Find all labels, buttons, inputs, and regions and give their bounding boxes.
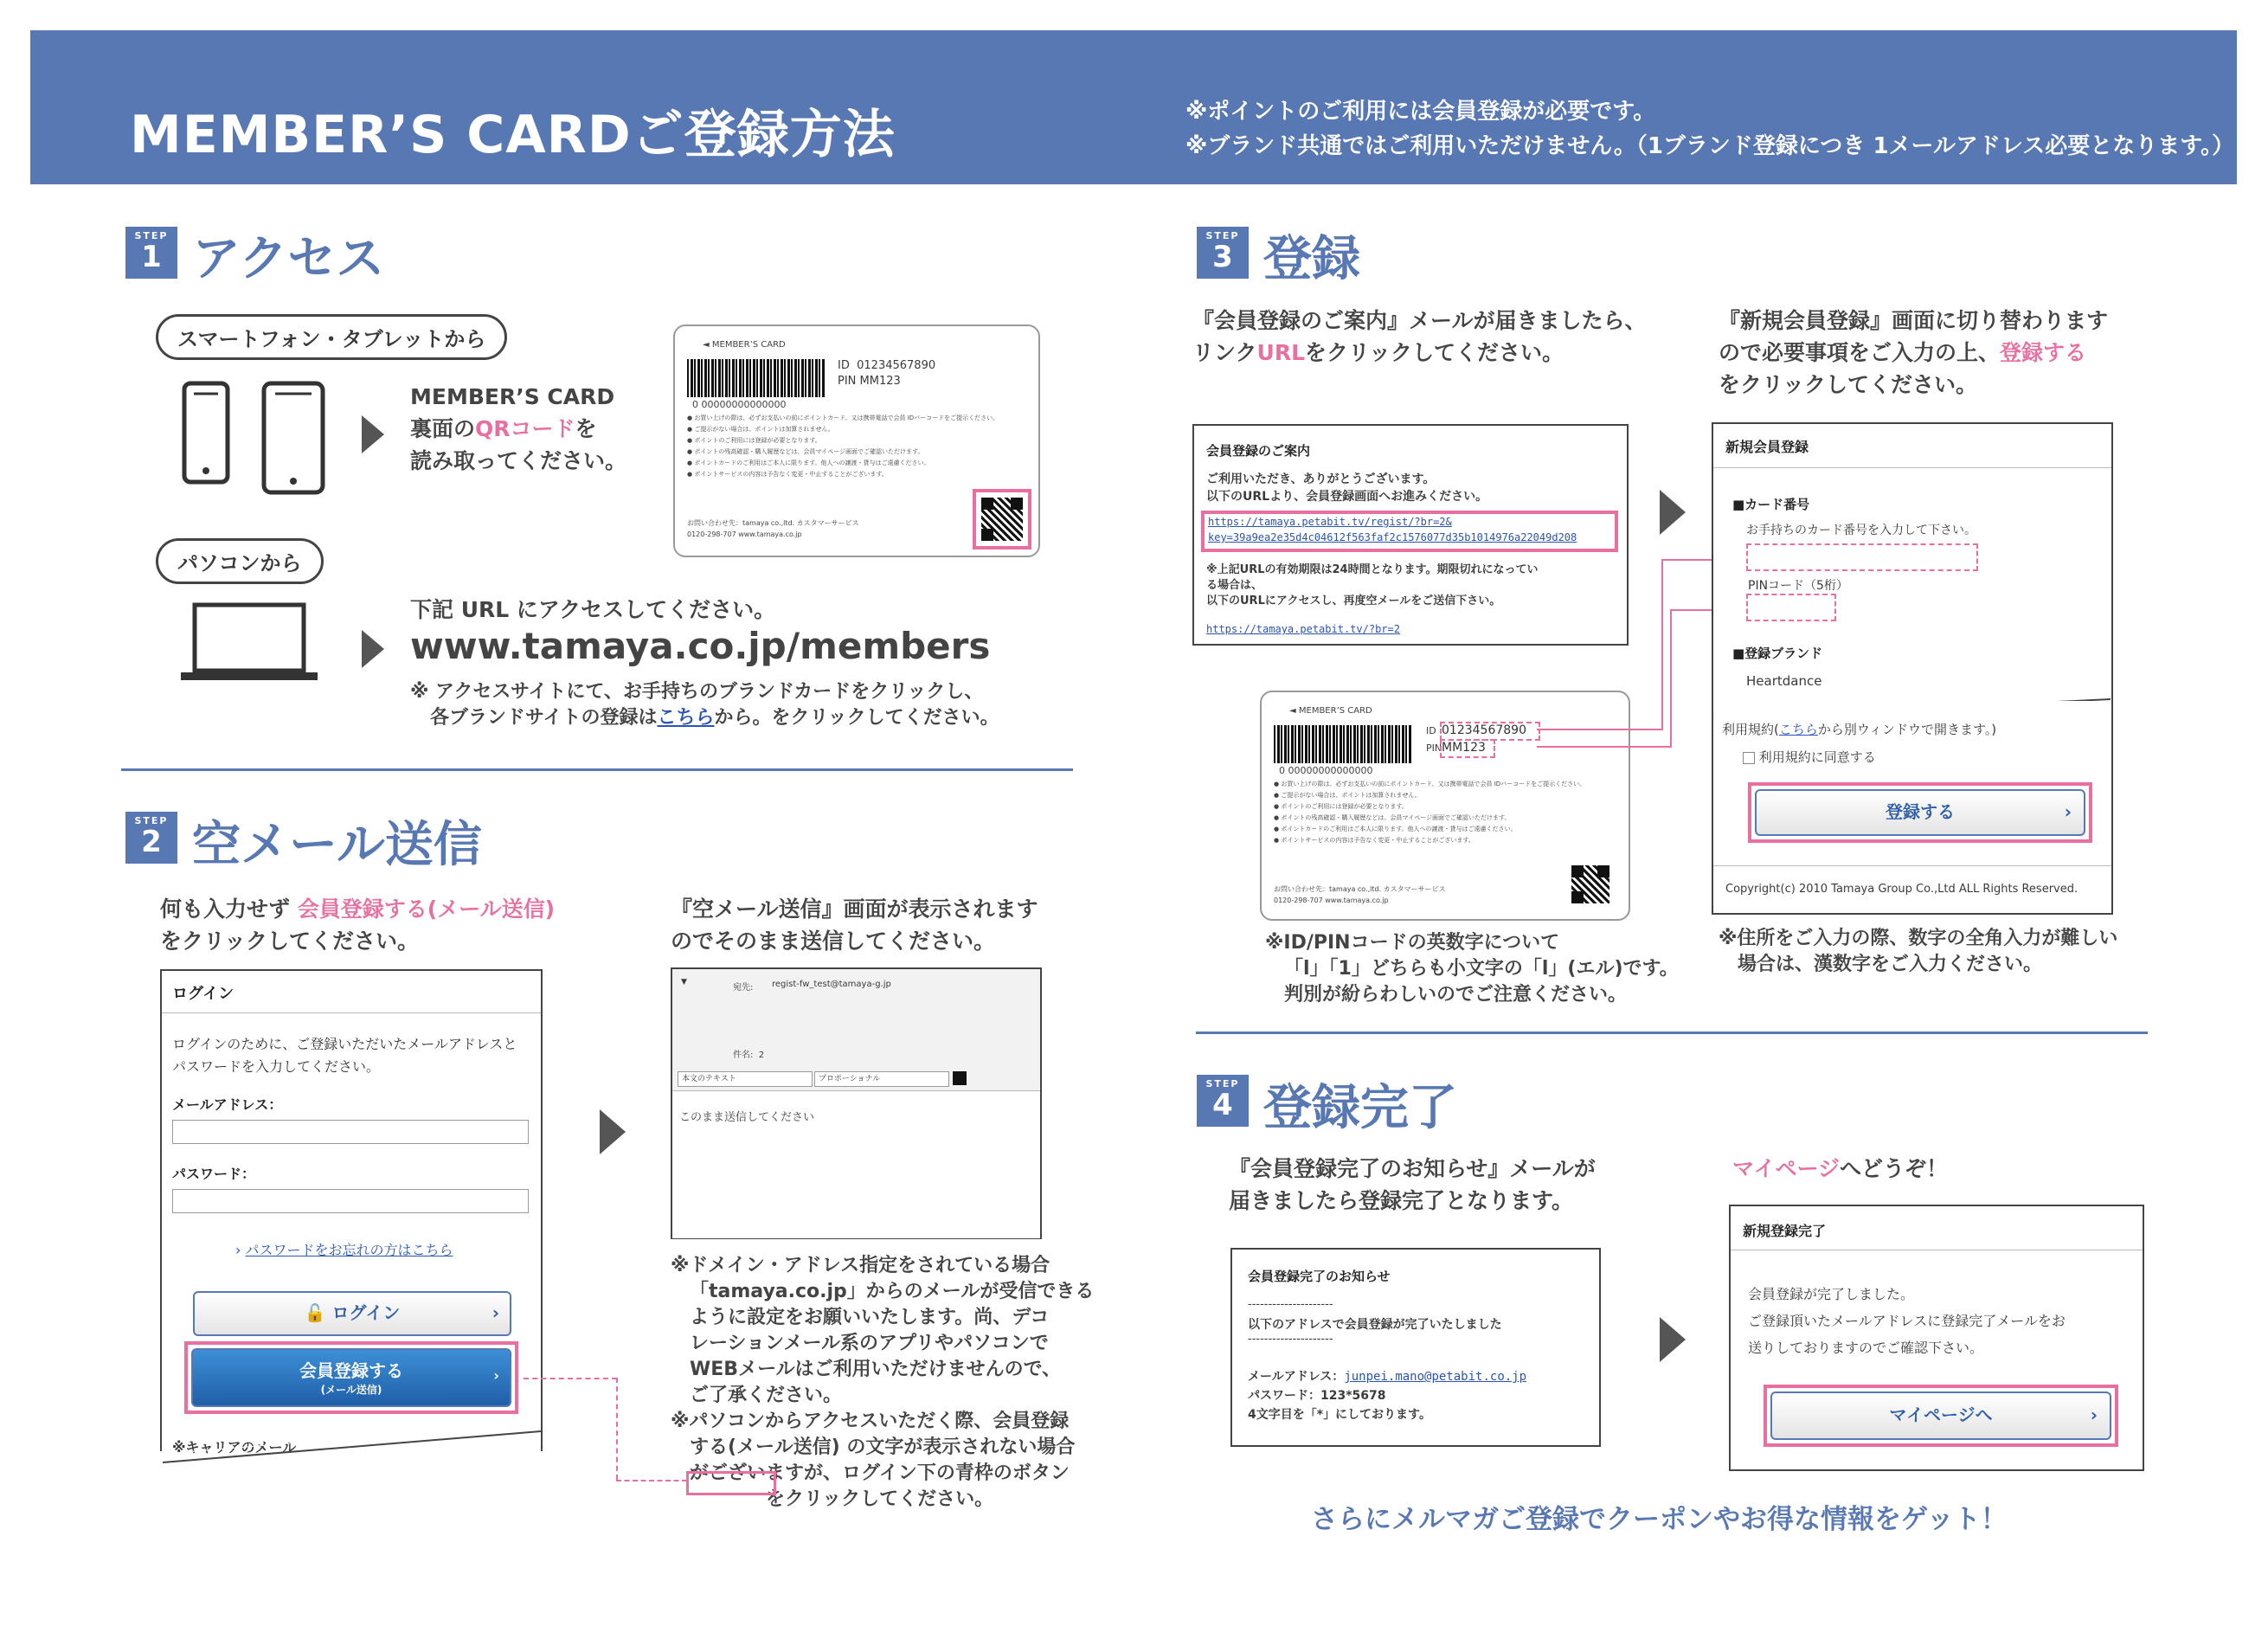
kochira-link[interactable]: こちら xyxy=(657,707,715,729)
pin-code-label: PINコード（5桁） xyxy=(1748,579,1848,593)
step4-title: 登録完了 xyxy=(1263,1080,1457,1136)
card-fine-print: ● お買い上げの際は、必ずお支払いの前にポイントカード、又は携帯電話で会員 IDバーコードをご提示ください。 ● ご提示がない場合は、ポイントは加算されません。 ● ポイントのご利用には登録が必要となります。 ● ポイントの残高確認・購入履歴などは、会員マイページ画面でご確認いただけます。 ● ポイントカードのご利用はご本人に限ります。他人への譲渡・貸与はご遠慮ください。 ● ポイントサービスの内容は予告なく変更・中止することがございます。 xyxy=(1274,781,1586,844)
login-screen xyxy=(160,969,543,1456)
laptop-icon xyxy=(177,601,321,684)
step2-left-text: 何も入力せず 会員登録する(メール送信) をクリックしてください。 xyxy=(160,897,556,954)
email-label: メールアドレス： xyxy=(172,1096,283,1113)
register-highlight xyxy=(1748,782,2092,843)
connector-line xyxy=(1537,746,1672,748)
font-select[interactable]: プロポーショナル xyxy=(814,1071,949,1087)
card-id-row: ID 01234567890 xyxy=(838,359,936,372)
brand-label: ■登録ブランド xyxy=(1732,646,1823,661)
newsletter-footer: さらにメルマガご登録でクーポンやお得な情報をゲット！ xyxy=(1311,1504,2008,1535)
completion-screen xyxy=(1729,1205,2144,1471)
step3-badge: STEP 3 xyxy=(1197,227,1249,279)
card-barcode xyxy=(687,359,826,397)
terms-link[interactable]: こちら xyxy=(1778,722,1818,737)
tablet-icon xyxy=(261,381,325,495)
step4-badge: STEP 4 xyxy=(1197,1075,1249,1127)
copyright: Copyright(c) 2010 Tamaya Group Co.,Ltd ALL Rights Reserved. xyxy=(1725,883,2078,896)
pc-note-line2: 各ブランドサイトの登録はこちらから。をクリックしてください。 xyxy=(430,707,999,729)
card-id-highlight: 01234567890 xyxy=(1440,722,1540,741)
chevron-right-icon: › xyxy=(235,1242,241,1258)
step2-badge: STEP 2 xyxy=(125,812,177,864)
completion-message: 会員登録が完了しました。 ご登録頂いたメールアドレスに登録完了メールをお 送りしておりますのでご確認下さい。 xyxy=(1748,1286,2066,1356)
registration-form-top xyxy=(1712,422,2113,701)
qr-code-icon xyxy=(981,498,1023,541)
card-barcode-number: 0 00000000000000 xyxy=(692,399,787,410)
header-note-1: ※ポイントのご利用には会員登録が必要です。 xyxy=(1185,99,1656,125)
pc-note-line1: ※ アクセスサイトにて、お手持ちのブランドカードをクリックし、 xyxy=(410,681,984,703)
card-number-label: ■カード番号 xyxy=(1732,497,1810,512)
step-label: STEP xyxy=(134,230,169,241)
divider xyxy=(1196,1032,2148,1034)
agree-row[interactable] xyxy=(1743,748,1876,766)
blue-button-sample xyxy=(686,1471,776,1495)
arrow-right-icon xyxy=(1660,490,1686,535)
login-button[interactable]: 🔓 ログイン › xyxy=(193,1291,511,1336)
carrier-note: ※キャリアのメール xyxy=(172,1439,297,1456)
mail-title: 会員登録完了のお知らせ xyxy=(1248,1269,1391,1284)
connector-line xyxy=(616,1480,687,1481)
card-number-field[interactable] xyxy=(1746,543,1978,571)
arrow-right-icon xyxy=(362,630,384,668)
connector-line xyxy=(616,1378,618,1480)
qr-highlight xyxy=(973,489,1031,549)
lock-icon: 🔓 xyxy=(304,1302,326,1323)
login-title: ログイン xyxy=(172,985,235,1003)
step3-left-text: 『会員登録のご案内』メールが届きましたら、 リンクURLをクリックしてください。 xyxy=(1192,308,1647,365)
chevron-right-icon: › xyxy=(492,1302,499,1323)
mobile-text-line1: MEMBER’S CARD xyxy=(410,384,615,409)
member-card-back xyxy=(673,325,1040,557)
email-field[interactable] xyxy=(172,1120,529,1144)
mail-password: パスワード：123*5678 xyxy=(1248,1389,1386,1403)
color-swatch[interactable] xyxy=(953,1071,967,1085)
registration-form-bottom xyxy=(1712,701,2113,915)
brand-value: Heartdance xyxy=(1746,673,1822,689)
mail-to-label: 宛先: xyxy=(733,983,754,993)
card-contact-2: 0120-298-707 www.tamaya.co.jp xyxy=(687,530,802,538)
register-highlight xyxy=(184,1341,518,1414)
arrow-right-icon xyxy=(600,1109,626,1154)
smartphone-icon xyxy=(182,381,230,485)
card-barcode xyxy=(1274,725,1412,763)
card-pin-row: PIN MM123 xyxy=(838,375,901,388)
step3-right-text: 『新規会員登録』画面に切り替わります ので必要事項をご入力の上、登録する をクリックしてください。 xyxy=(1719,308,2109,397)
mobile-text-line3: 読み取ってください。 xyxy=(410,448,627,473)
chevron-right-icon: › xyxy=(2090,1404,2098,1425)
register-mail-button[interactable]: 会員登録する (メール送信) › xyxy=(191,1348,511,1407)
mail-subject-row: 件名: 2 xyxy=(733,1051,765,1060)
mail-separator: --------------------- xyxy=(1248,1333,1333,1346)
password-label: パスワード： xyxy=(172,1166,256,1182)
form-title: 新規会員登録 xyxy=(1725,439,1809,455)
page-title: MEMBER’S CARDご登録方法 xyxy=(130,105,896,165)
step1-badge xyxy=(125,227,177,279)
step4-right-text: マイページへどうぞ！ xyxy=(1732,1156,1949,1181)
qr-code-icon xyxy=(1571,865,1609,903)
step1-title: アクセス xyxy=(192,231,385,287)
torn-edge xyxy=(156,1419,545,1471)
id-pin-note: ※ID/PINコードの英数字について 「l」「1」どちらも小文字の「l」(エル)です。 判別が紛らわしいのでご注意ください。 xyxy=(1265,932,1679,1006)
divider xyxy=(121,768,1073,771)
pc-pill: パソコンから xyxy=(156,538,324,584)
mypage-button[interactable]: マイページへ › xyxy=(1770,1391,2111,1440)
arrow-right-icon xyxy=(1660,1317,1686,1362)
step2-right-text: 『空メール送信』画面が表示されます のでそのまま送信してください。 xyxy=(671,897,1038,954)
card-fine-print: ● お買い上げの際は、必ずお支払いの前にポイントカード、又は携帯電話で会員 IDバーコードをご提示ください。 ● ご提示がない場合は、ポイントは加算されません。 ● ポイントのご利用には登録が必要となります。 ● ポイントの残高確認・購入履歴などは、会員マイページ画面でご確認いただけます。 ● ポイントカードのご利用はご本人に限ります。他人への譲渡・貸与はご遠慮ください。 ● ポイントサービスの内容は予告なく変更・中止することがございます。 xyxy=(687,415,999,478)
forgot-password-row[interactable] xyxy=(235,1239,453,1259)
step3-title: 登録 xyxy=(1263,231,1360,287)
divider xyxy=(1713,865,2111,866)
mail-title: 会員登録のご案内 xyxy=(1206,443,1311,459)
forgot-password-link[interactable]: パスワードをお忘れの方はこちら xyxy=(245,1242,453,1258)
password-field[interactable] xyxy=(172,1189,529,1213)
card-pin-highlight: MM123 xyxy=(1440,739,1495,758)
register-button[interactable]: 登録する › xyxy=(1755,789,2085,836)
mail-expiry-note: ※上記URLの有効期限は24時間となります。期限切れになってい る場合は、 以下のURLにアクセスし、再度空メールをご送信下さい。 xyxy=(1206,563,1539,607)
completion-title: 新規登録完了 xyxy=(1743,1223,1827,1239)
step2-title: 空メール送信 xyxy=(192,817,482,873)
mobile-pill: スマートフォン・タブレットから xyxy=(156,314,507,360)
divider xyxy=(1713,467,2111,468)
card-brand: ◄ MEMBER’S CARD xyxy=(703,340,786,350)
terms-row: 利用規約(こちらから別ウィンドウで開きます。) xyxy=(1722,722,1997,737)
completion-mail xyxy=(1230,1248,1601,1447)
step-number: 1 xyxy=(141,240,162,274)
connector-line xyxy=(1661,559,1663,730)
mail-email-row: メールアドレス：junpei.mano@petabit.co.jp xyxy=(1248,1370,1527,1384)
mail-separator: --------------------- xyxy=(1248,1298,1333,1311)
mail-to[interactable]: regist-fw_test@tamaya-g.jp xyxy=(772,980,891,989)
chevron-right-icon: › xyxy=(493,1367,499,1384)
member-card-back: ◄ MEMBER’S CARD 0 00000000000000 ID 01234567890 PIN MM123 ● お買い上げの際は、必ずお支払いの前にポイントカード、又は携帯電話で会員 IDバーコードをご提示ください。 ● ご提示がない場合は、ポイントは加算されません。 ● ポイントのご利用には登録が必要となります。 ● ポイントの残高確認・購入履歴などは、会員マイページ画面でご確認いただけます。 ● ポイントカードのご利用はご本人に限ります。他人への譲渡・貸与はご遠慮ください。 ● ポイントサービスの内容は予告なく変更・中止することがございます。 お問い合わせ先：tamaya co.,ltd. カスタマーサービス 0120-298-707 www.tamaya.co.jp xyxy=(1260,691,1630,921)
mail-greeting: ご利用いただき、ありがとうございます。 以下のURLより、会員登録画面へお進みください。 xyxy=(1206,472,1488,504)
address-note: ※住所をご入力の際、数字の全角入力が難しい 場合は、漢数字をご入力ください。 xyxy=(1719,928,2118,975)
resend-url[interactable]: https://tamaya.petabit.tv/?br=2 xyxy=(1206,623,1400,635)
mobile-instructions xyxy=(410,381,626,477)
connector-line xyxy=(524,1378,617,1379)
mail-body: このまま送信してください xyxy=(679,1111,815,1124)
arrow-right-icon xyxy=(362,415,384,453)
format-select[interactable]: 本文のテキスト xyxy=(678,1071,813,1087)
step4-left-text: 『会員登録完了のお知らせ』メールが 届きましたら登録完了となります。 xyxy=(1229,1156,1596,1213)
registration-mail xyxy=(1192,424,1629,646)
registration-url[interactable]: https://tamaya.petabit.tv/regist/?br=2& xyxy=(1208,516,1452,528)
members-url[interactable]: www.tamaya.co.jp/members xyxy=(410,625,991,667)
mail-completion-text: 以下のアドレスで会員登録が完了いたしました xyxy=(1248,1318,1502,1332)
mail-composer xyxy=(671,967,1042,1239)
pin-code-field[interactable] xyxy=(1746,594,1836,621)
mail-email-link[interactable]: junpei.mano@petabit.co.jp xyxy=(1344,1370,1527,1384)
dropdown-icon: ▼ xyxy=(681,978,687,987)
card-number-hint: お手持ちのカード番号を入力して下さい。 xyxy=(1746,524,1976,537)
card-contact-1: お問い合わせ先：tamaya co.,ltd. カスタマーサービス xyxy=(687,519,859,527)
mail-password-note: 4文字目を「*」にしております。 xyxy=(1248,1408,1431,1422)
pc-instruction: 下記 URL にアクセスしてください。 xyxy=(410,597,776,622)
mobile-text-line2: 裏面のQRコードを xyxy=(410,416,597,441)
step2-notes: ※ドメイン・アドレス指定をされている場合 「tamaya.co.jp」からのメールが受信できる ように設定をお願いいたします。尚、デコ レーションメール系のアプリやパソコンで WEBメールはご利用いただけませんので、 ご了承ください。 ※パソコンからアクセスいただく際、会員登録 する(メール送信) の文字が表示されない場合 がございますが、ログイン下の青枠のボタン をクリックしてください。 xyxy=(671,1255,1095,1510)
agree-checkbox[interactable] xyxy=(1743,752,1755,764)
login-description: ログインのために、ご登録いただいたメールアドレスと パスワードを入力してください。 xyxy=(172,1036,517,1075)
divider xyxy=(162,1012,541,1013)
connector-line xyxy=(1537,729,1663,730)
mypage-highlight xyxy=(1764,1385,2118,1447)
connector-line xyxy=(1670,609,1672,748)
registration-url-key[interactable]: key=39a9ea2e35d4c04612f563faf2c1576077d35b1014976a22049d208 xyxy=(1208,531,1577,543)
registration-url-highlight[interactable] xyxy=(1201,511,1618,552)
agree-label: 利用規約に同意する xyxy=(1758,749,1876,765)
header-note-2: ※ブランド共通ではご利用いただけません。（1ブランド登録につき 1メールアドレス必要となります。） xyxy=(1185,133,2235,159)
chevron-right-icon: › xyxy=(2064,801,2072,822)
